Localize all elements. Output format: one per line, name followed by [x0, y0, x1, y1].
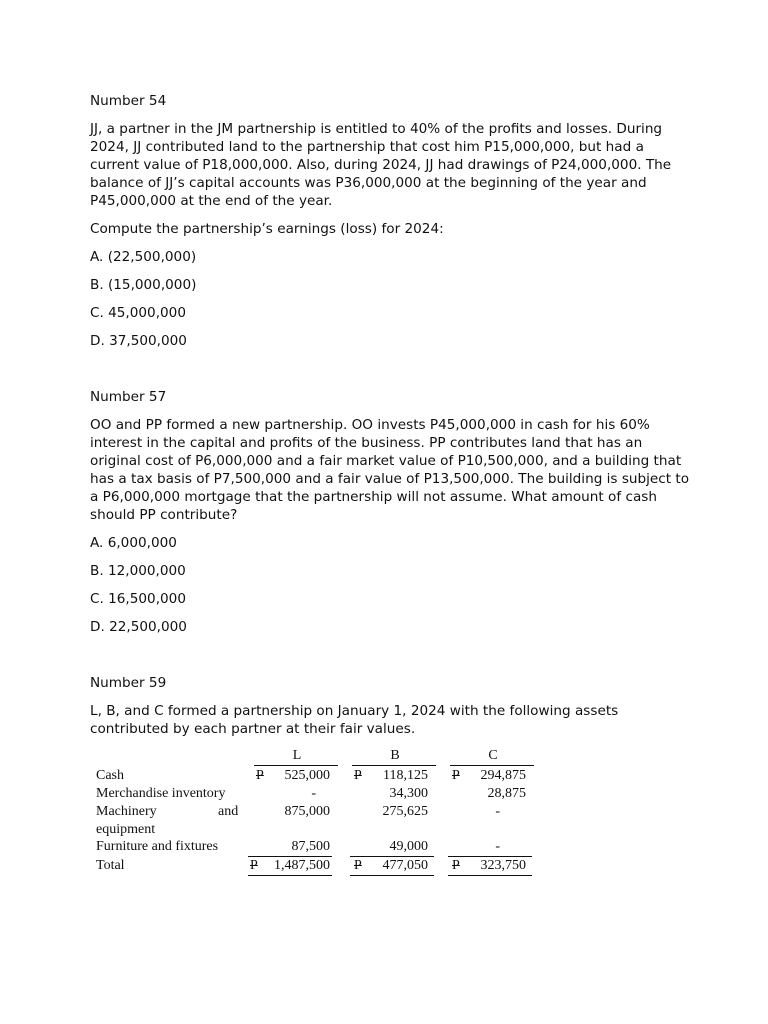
cell-machinery-b: 275,625: [382, 804, 428, 819]
q54-heading: Number 54: [90, 93, 167, 109]
total-bottom-rule: [448, 875, 532, 876]
q57-option-c: C. 16,500,000: [90, 591, 186, 607]
row-label-machinery-and: and: [218, 804, 239, 819]
peso-sign: P: [354, 858, 362, 873]
q59-heading: Number 59: [90, 675, 167, 691]
cell-total-c: 323,750: [480, 858, 526, 873]
column-header-b: B: [390, 748, 400, 763]
q59-body: L, B, and C formed a partnership on January 1, 2024 with the following assets contributed by each partner at their fair values.: [90, 703, 619, 737]
q54-option-a: A. (22,500,000): [90, 249, 197, 265]
cell-cash-l: 525,000: [284, 768, 330, 783]
header-rule: [254, 765, 338, 766]
row-label-equipment: equipment: [96, 822, 156, 837]
q57-option-d: D. 22,500,000: [90, 619, 187, 635]
q54-body: JJ, a partner in the JM partnership is entitled to 40% of the profits and losses. During 2024, JJ contributed land to the partnership that cost him P15,000,000, but had a current value of P18,000,000. Also, during 2024, JJ had drawings of P24,000,000. The balance of JJ’s capital accounts was P36,000,000 at the beginning of the year and P45,000,000 at the end of the year.: [90, 121, 672, 209]
q57-option-a: A. 6,000,000: [90, 535, 177, 551]
column-header-c: C: [488, 748, 498, 763]
column-header-l: L: [292, 748, 302, 763]
peso-sign: P: [354, 768, 362, 783]
row-label-total: Total: [96, 858, 125, 873]
peso-sign: P: [452, 858, 460, 873]
q57-option-b: B. 12,000,000: [90, 563, 186, 579]
peso-sign: P: [250, 858, 258, 873]
section-gap: [90, 360, 690, 388]
row-label-machinery: Machinery: [96, 804, 157, 819]
cell-merchandise-b: 34,300: [389, 786, 428, 801]
cell-furniture-l: 87,500: [291, 839, 330, 854]
q57-body: OO and PP formed a new partnership. OO invests P45,000,000 in cash for his 60% interest in the capital and profits of the business. PP contributes land that has an original cost of P6,000,000 and a fair market value of P10,500,000, and a building that has a tax basis of P7,500,000 and a fair value of P13,500,000. The building is subject to a P6,000,000 mortgage that the partnership will not assume. What amount of cash should PP contribute?: [90, 417, 690, 523]
cell-cash-b: 118,125: [383, 768, 428, 783]
cell-cash-c: 294,875: [480, 768, 526, 783]
row-label-furniture: Furniture and fixtures: [96, 839, 219, 854]
q54-option-d: D. 37,500,000: [90, 333, 187, 349]
header-rule: [352, 765, 436, 766]
total-bottom-rule: [350, 875, 434, 876]
cell-merchandise-c: 28,875: [487, 786, 526, 801]
cell-machinery-c: -: [495, 804, 500, 819]
header-rule: [450, 765, 534, 766]
total-bottom-rule: [248, 875, 332, 876]
q54-prompt: Compute the partnership’s earnings (loss) for 2024:: [90, 221, 444, 237]
cell-total-b: 477,050: [382, 858, 428, 873]
row-label-cash: Cash: [96, 768, 124, 783]
contributions-table: [96, 748, 556, 883]
peso-sign: P: [256, 768, 264, 783]
q57-heading: Number 57: [90, 389, 167, 405]
cell-merchandise-l: -: [311, 786, 316, 801]
cell-machinery-l: 875,000: [284, 804, 330, 819]
q54-option-c: C. 45,000,000: [90, 305, 186, 321]
cell-total-l: 1,487,500: [274, 858, 330, 873]
q54-option-b: B. (15,000,000): [90, 277, 197, 293]
cell-furniture-c: -: [495, 839, 500, 854]
section-gap: [90, 646, 690, 674]
row-label-merchandise: Merchandise inventory: [96, 786, 226, 801]
cell-furniture-b: 49,000: [389, 839, 428, 854]
peso-sign: P: [452, 768, 460, 783]
document-content: [90, 92, 690, 883]
